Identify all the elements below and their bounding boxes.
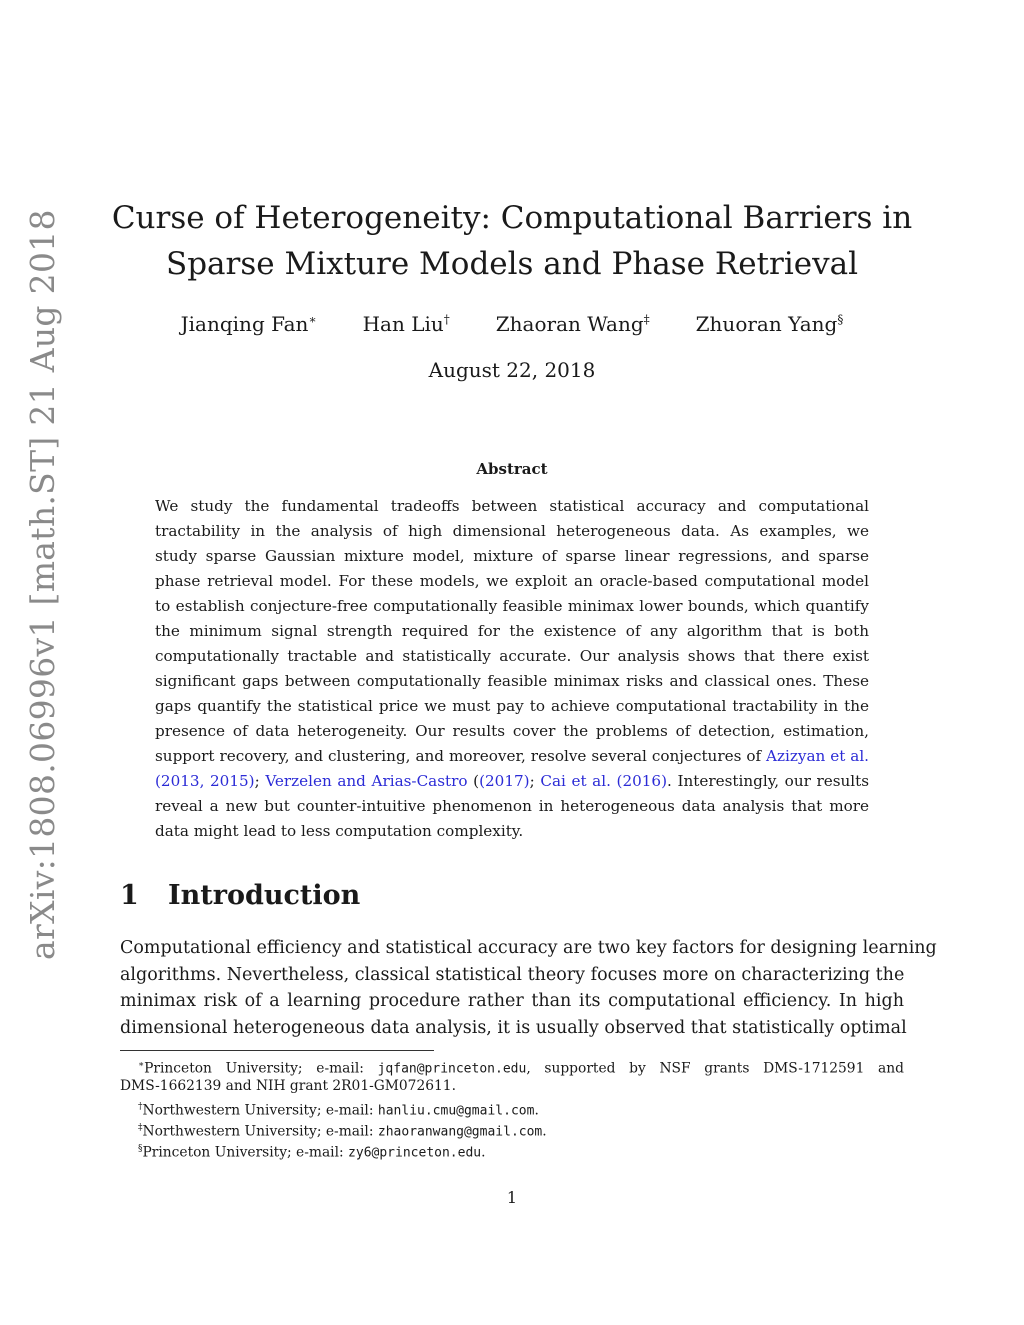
citation-link-cai-year[interactable]: (2016) [616,772,668,790]
author-name: Zhuoran Yang [695,312,838,336]
citation-link-azizyan[interactable]: Azizyan et al. [766,747,870,765]
footnotes [120,1055,904,1160]
footnote-text: . [542,1123,547,1140]
abstract-line: We study the fundamental tradeoffs between statistical accuracy and computational [155,497,869,515]
footnote-text: , supported by NSF grants DMS-1712591 and [526,1060,905,1077]
citation-separator: ; [254,772,260,790]
abstract-line: study sparse Gaussian mixture model, mixture of sparse linear regressions, and sparse [155,547,869,565]
author-name: Jianqing Fan [180,312,309,336]
footnote-text: Princeton University; e-mail: [142,1144,344,1161]
email-link[interactable]: hanliu.cmu@gmail.com [377,1103,535,1119]
abstract-line: phase retrieval model. For these models, we exploit an oracle-based computational model [155,572,869,590]
abstract-heading: Abstract [476,460,548,478]
abstract-text: support recovery, and clustering, and moreover, resolve several conjectures of [155,747,762,765]
author-name: Zhaoran Wang [495,312,644,336]
author-wang [496,312,650,342]
footnote-wang [120,1118,904,1139]
citation-link-verzelen-year[interactable]: (2017) [479,772,530,790]
footnote-text: Princeton University; e-mail: [144,1060,364,1077]
footnote-mark: † [443,312,450,327]
footnote-fan [120,1055,904,1076]
intro-line: algorithms. Nevertheless, classical statistical theory focuses more on characterizing the [120,964,905,985]
publication-date: August 22, 2018 [428,358,596,382]
footnote-mark: § [138,1144,143,1154]
footnote-mark: § [837,312,844,327]
footnote-text: Northwestern University; e-mail: [142,1123,374,1140]
intro-line: dimensional heterogeneous data analysis, it is usually observed that statistically optimal [120,1017,907,1038]
intro-line: Computational efficiency and statistical accuracy are two key factors for designing learning [120,938,937,958]
footnote-mark: † [138,1102,143,1112]
abstract-text: . Interestingly, our results [667,772,870,790]
author-name: Han Liu [362,312,444,336]
abstract-line [155,744,869,769]
author-list [110,312,914,342]
citation-link-azizyan-years[interactable]: (2013, 2015) [155,772,255,790]
section-heading-introduction [120,880,360,911]
intro-line: minimax risk of a learning procedure rather than its computational efficiency. In high [120,991,904,1011]
author-fan [181,312,317,342]
email-link[interactable]: zy6@princeton.edu [348,1145,482,1161]
abstract-line: significant gaps between computationally feasible minimax risks and classical ones. These [155,672,869,690]
footnote-mark: ∗ [138,1060,145,1070]
abstract-line: gaps quantify the statistical price we must pay to achieve computational tractability in the [155,697,869,715]
citation-link-cai[interactable]: Cai et al. [540,772,611,790]
footnote-text: . [534,1102,539,1119]
abstract-line: reveal a new but counter-intuitive phenomenon in heterogeneous data analysis that more [155,797,869,815]
introduction-body [120,935,937,1041]
footnote-mark: ‡ [138,1123,143,1133]
abstract-line: to establish conjecture-free computationally feasible minimax lower bounds, which quantify [155,597,869,615]
footnote-liu [120,1097,904,1118]
footnote-divider [120,1050,434,1051]
abstract-line [155,769,869,794]
email-link[interactable]: jqfan@princeton.edu [377,1061,527,1077]
paren-open: ( [473,772,480,790]
paper-title-line-1: Curse of Heterogeneity: Computational Barriers in [111,200,913,236]
section-title: Introduction [168,880,361,911]
footnote-yang [120,1139,904,1160]
email-link[interactable]: zhaoranwang@gmail.com [377,1124,543,1140]
page-number: 1 [506,1188,518,1207]
footnote-mark: ‡ [643,312,650,327]
abstract-line: computationally tractable and statistically accurate. Our analysis shows that there exist [155,647,869,665]
abstract-line: tractability in the analysis of high dimensional heterogeneous data. As examples, we [155,522,869,540]
footnote-mark: ∗ [308,312,317,327]
arxiv-identifier-stamp: arXiv:1808.06996v1 [math.ST] 21 Aug 2018 [23,209,62,960]
footnote-fan-continued: DMS-1662139 and NIH grant 2R01-GM072611. [120,1078,456,1094]
footnote-text: Northwestern University; e-mail: [142,1102,374,1119]
section-number: 1 [120,880,139,911]
footnote-text: . [481,1144,486,1161]
author-liu [363,312,450,342]
abstract-line: data might lead to less computation complexity. [155,822,524,840]
citation-link-verzelen[interactable]: Verzelen and Arias-Castro [265,772,468,790]
abstract-line: presence of data heterogeneity. Our results cover the problems of detection, estimation, [155,722,869,740]
citation-separator: ; [529,772,535,790]
author-yang [696,312,844,342]
paper-title-line-2: Sparse Mixture Models and Phase Retrieval [165,246,859,282]
paper-title [110,195,914,287]
abstract-body [155,494,869,844]
abstract-line: the minimum signal strength required for the existence of any algorithm that is both [155,622,869,640]
